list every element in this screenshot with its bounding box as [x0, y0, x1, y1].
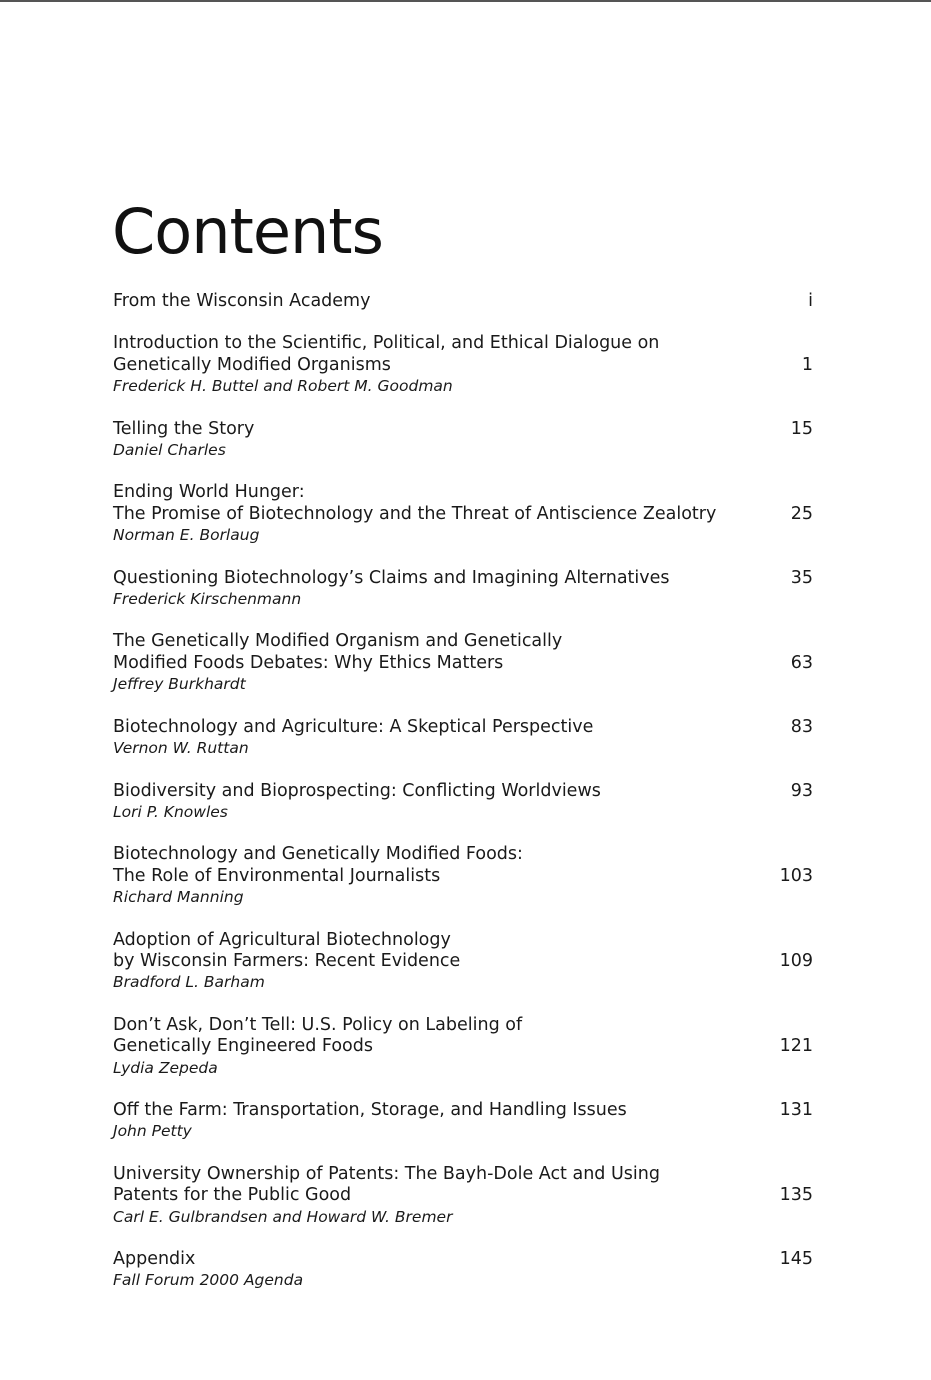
toc-entry-title: Appendix [113, 1249, 196, 1269]
toc-entry-title: University Ownership of Patents: The Bayh-Dole Act and Using Patents for the Public Good [113, 1163, 660, 1206]
toc-entry-title: Biotechnology and Genetically Modified Foods: The Role of Environmental Journalists [113, 844, 523, 886]
toc-entry [113, 1100, 813, 1143]
toc-entry [113, 1015, 813, 1079]
toc-entry [113, 631, 813, 695]
toc-entry-text [113, 717, 753, 760]
toc-entry [113, 291, 813, 312]
toc-entry-page-number: 109 [779, 950, 813, 971]
toc-entry-text [113, 482, 753, 546]
toc-entry-author: John Petty [113, 1122, 192, 1141]
toc-entry-author: Daniel Charles [113, 441, 226, 460]
toc-entry-title: From the Wisconsin Academy [113, 291, 371, 311]
toc-entry-author: Norman E. Borlaug [113, 526, 260, 545]
toc-entry-page-number: i [808, 291, 813, 311]
toc-entry-page-number: 135 [779, 1185, 813, 1206]
toc-entry-page-number: 131 [779, 1099, 813, 1120]
toc-entry-author: Richard Manning [113, 888, 244, 907]
table-of-contents [113, 291, 813, 1313]
toc-entry-text [113, 631, 753, 695]
toc-entry-text [113, 333, 753, 397]
toc-entry [113, 717, 813, 760]
toc-entry-text [113, 844, 753, 908]
toc-entry-author: Carl E. Gulbrandsen and Howard W. Bremer [113, 1207, 453, 1226]
toc-entry [113, 419, 813, 462]
toc-entry-title: Don’t Ask, Don’t Tell: U.S. Policy on Labeling of Genetically Engineered Foods [113, 1014, 523, 1057]
toc-entry-author: Jeffrey Burkhardt [113, 675, 246, 694]
toc-entry-author: Vernon W. Ruttan [113, 739, 249, 758]
toc-entry-author: Fall Forum 2000 Agenda [113, 1271, 304, 1290]
toc-entry-title: Telling the Story [113, 418, 255, 439]
toc-entry-page-number: 63 [790, 652, 813, 673]
toc-entry-title: The Genetically Modified Organism and Genetically Modified Foods Debates: Why Ethics Matters [113, 631, 563, 673]
toc-entry-title: Biodiversity and Bioprospecting: Conflicting Worldviews [113, 780, 601, 801]
toc-entry-page-number: 121 [779, 1036, 813, 1057]
toc-entry-author: Frederick H. Buttel and Robert M. Goodman [113, 377, 453, 396]
toc-entry-page-number: 83 [790, 716, 813, 737]
toc-entry-title: Questioning Biotechnology’s Claims and Imagining Alternatives [113, 567, 670, 588]
toc-entry-text [113, 568, 753, 611]
toc-entry-page-number: 93 [790, 780, 813, 801]
toc-entry [113, 781, 813, 824]
toc-entry [113, 930, 813, 994]
toc-entry-page-number: 25 [790, 503, 813, 524]
toc-entry-page-number: 1 [801, 354, 813, 375]
toc-entry-text [113, 930, 753, 994]
toc-entry-title: Ending World Hunger: The Promise of Biotechnology and the Threat of Antiscience Zealotry [113, 482, 717, 524]
toc-entry-page-number: 103 [779, 865, 813, 886]
toc-entry-page-number: 35 [790, 567, 813, 588]
toc-entry [113, 1164, 813, 1228]
toc-entry-text [113, 781, 753, 824]
toc-entry [113, 1249, 813, 1292]
toc-entry-text [113, 1164, 753, 1228]
toc-entry-page-number: 145 [779, 1249, 813, 1270]
toc-entry-title: Introduction to the Scientific, Political, and Ethical Dialogue on Genetically Modified Organisms [113, 333, 660, 375]
toc-entry-author: Lydia Zepeda [113, 1058, 218, 1077]
toc-entry-text [113, 1100, 753, 1143]
toc-entry [113, 333, 813, 397]
toc-entry-page-number: 15 [790, 418, 813, 439]
toc-entry [113, 844, 813, 908]
page-title: Contents [112, 195, 383, 268]
toc-entry-text [113, 1015, 753, 1079]
toc-entry-author: Bradford L. Barham [113, 973, 265, 992]
toc-entry-author: Frederick Kirschenmann [113, 590, 302, 609]
toc-entry-text [113, 1249, 753, 1292]
toc-entry-author: Lori P. Knowles [113, 802, 228, 821]
toc-entry [113, 482, 813, 546]
toc-entry-text [113, 291, 753, 312]
toc-entry-title: Off the Farm: Transportation, Storage, and Handling Issues [113, 1099, 627, 1120]
top-rule [0, 0, 931, 2]
toc-entry-title: Adoption of Agricultural Biotechnology by Wisconsin Farmers: Recent Evidence [113, 929, 461, 971]
toc-entry-title: Biotechnology and Agriculture: A Skeptical Perspective [113, 716, 594, 737]
toc-entry [113, 568, 813, 611]
toc-entry-text [113, 419, 753, 462]
